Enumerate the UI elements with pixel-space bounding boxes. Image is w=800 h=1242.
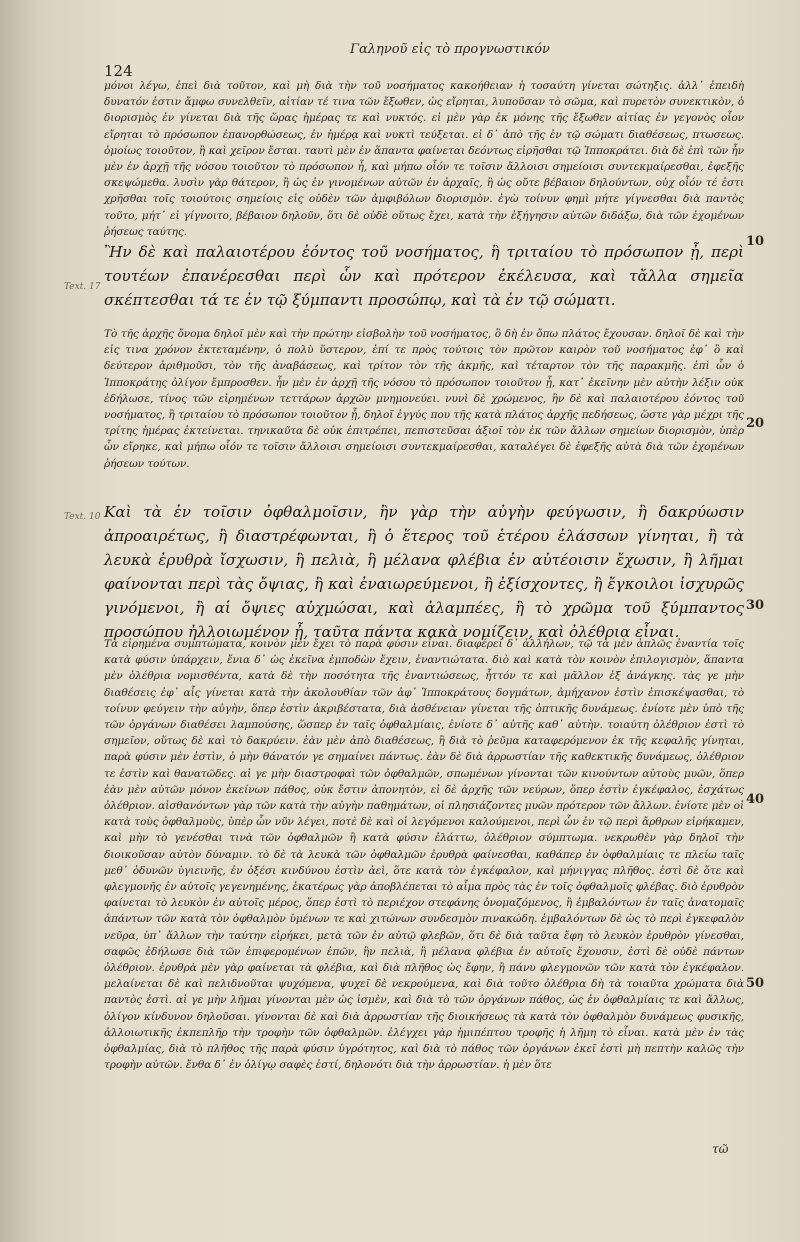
margin-note: Text. 10 <box>64 512 101 522</box>
lemma-text: Καὶ τὰ ἐν τοῖσιν ὀφθαλμοῖσιν, ἢν γὰρ τὴν αὐγὴν φεύγωσιν, ἢ δακρύωσιν ἀπροαιρέτως, ἢ διαστρέφωνται, ἢ ὁ ἕτερος τοῦ ἑτέρου ἐλάσσων γίνηται, ἢ τὰ λευκὰ ἐρυθρὰ ἴσχωσιν, ἢ πελιὰ, ἢ μέλανα φλέβια ἐν αὐτέοισιν ἔχωσιν, ἢ λῆμαι φαίνονται περὶ τὰς ὄψιας, ἢ καὶ ἐναιωρεύμενοι, ἢ ἐξίσχοντες, ἢ ἔγκοιλοι ἰσχυρῶς γινόμενοι, ἢ αἱ ὄψιες αὐχμώσαι, καὶ ἀλαμπέες, ἢ τὸ χρῶμα τοῦ ξύμπαντος προσώπου ἠλλοιωμένον ᾖ, ταῦτα πάντα κακὰ νομίζειν, καὶ ὀλέθρια εἶναι. <box>104 503 744 641</box>
commentary-block <box>104 636 744 1073</box>
folio-number: 124 <box>104 62 133 80</box>
running-title: Γαληνοῦ εἰς τὸ προγνωστικόν <box>350 42 550 57</box>
line-number: 30 <box>746 598 765 613</box>
line-number: 50 <box>746 976 765 991</box>
line-number: 10 <box>746 234 765 249</box>
lemma-block <box>104 500 744 644</box>
lemma-block <box>104 240 744 312</box>
commentary-block <box>104 78 744 240</box>
margin-note: Text. 17 <box>64 282 101 292</box>
catchword: τῶ <box>712 1142 729 1156</box>
commentary-block <box>104 326 744 472</box>
line-number: 20 <box>746 416 765 431</box>
commentary-text: μόνοι λέγω, ἐπεὶ διὰ τοῦτον, καὶ μὴ διὰ τὴν τοῦ νοσήματος κακοήθειαν ἡ τοσαύτη γίνεται σώτηξις. ἀλλ᾽ ἐπειδὴ δυνατόν ἐστιν ἄμφω συνελθεῖν, αἰτίαν τέ τινα τῶν ἔξωθεν, ὡς εἴρηται, λυποῦσαν τὸ σῶμα, καὶ πυρετὸν συνεκτικὸν, ὁ διορισμὸς ἐν γίνεται διὰ τῆς ὥρας ἡμέρας τε καὶ νυκτός. εἰ μὲν γὰρ ἐκ μόνης τῆς ἔξωθεν αἰτίας ἐν γεγονὸς οἷον εἴρηται τὸ πρόσωπον ἐπανορθώσεως, ἐν ἡμέρᾳ καὶ νυκτὶ τεύξεται. εἰ δ᾽ ἀπὸ τῆς ἐν τῷ σώματι διαθέσεως, πτωσεως. ὁμοίως τοιοῦτον, ἢ καὶ χεῖρον ἔσται. ταυτὶ μὲν ἐν ἅπαντα φαίνεται δεόντως εἰρῆσθαι τῷ Ἱπποκράτει. διὰ δὲ ἐπὶ τῶν ἦν μὲν ἐν ἀρχῇ τῆς νόσου τοιοῦτον τὸ πρόσωπον ἦ, καὶ μήπω οἷόν τε τοῖσιν ἄλλοισι σημείοισι συντεκμαίρεσθαι, ἐφεξῆς σκεψώμεθα. λυσὶν γὰρ θάτερον, ἢ ὡς ἐν γινομένων αὐτῶν ἐν ἀρχαῖς, ἢ ὡς οὔτε βέβαιον δηλούντων, οὐχ οἷόν τέ ἐστι χρῆσθαι τοῖς τοιούτοις σημείοις εἰς οὐδὲν τῶν ἀμφιβόλων διορισμὸν. ἐγὼ τοίνυν φημὶ μήτε γίγνεσθαι διὰ παντὸς τοῦτο, μήτ᾽ εἰ γίγνοιτο, βέβαιον δηλοῦν, ὅτι δὲ οὐδὲ οὕτως ἔχει, κατὰ τὴν ἐξήγησιν αὐτῶν διδάξω, διὰ τῶν ἐχομένων ῥήσεως ταύτης. <box>104 80 744 238</box>
line-number: 40 <box>746 792 765 807</box>
lemma-text: Ἢν δὲ καὶ παλαιοτέρου ἐόντος τοῦ νοσήματος, ἢ τριταίου τὸ πρόσωπον ᾖ, περὶ τουτέων ἐπανέρεσθαι περὶ ὧν καὶ πρότερον ἐκέλευσα, καὶ τἄλλα σημεῖα σκέπτεσθαι τά τε ἐν τῷ ξύμπαντι προσώπῳ, καὶ τὰ ἐν τῷ σώματι. <box>104 243 744 309</box>
commentary-text: Τὸ τῆς ἀρχῆς ὄνομα δηλοῖ μὲν καὶ τὴν πρώτην εἰσβολὴν τοῦ νοσήματος, ὃ δὴ ἐν ὄπω πλάτος ἔχουσαν. δηλοῖ δὲ καὶ τὴν εἰς τινα χρόνον ἐκτεταμένην, ὁ πολὺ ὕστερον, ἐπί τε πρὸς τούτοις τὸν πρῶτον καιρὸν τοῦ νοσήματος ἐφ᾽ ὃ καὶ δεύτερον ἀριθμοῦσι, τὸν τῆς ἀναβάσεως, καὶ τρίτον τὸν τῆς ἀκμῆς, καὶ τέταρτον τὸν τῆς παρακμῆς. ἐπὶ ὧν ὁ Ἱπποκράτης ὀλίγον ἔμπροσθεν. ἦν μὲν ἐν ἀρχῇ τῆς νόσου τὸ πρόσωπον τοιοῦτον ᾖ, κατ᾽ ἐκεῖνην μὲν αὐτὴν λέξιν οὐκ ἐδήλωσε, τίνος τῶν εἰρημένων τεττάρων ἀρχῶν μνημονεύει. νυνὶ δὲ χρώμενος, ἢν δὲ καὶ παλαιοτέρου ἐόντος τοῦ νοσήματος, ἢ τριταίου τὸ πρόσωπον τοιοῦτον ᾖ, δηλοῖ ἐγγύς που τῆς κατὰ πλάτος ἀρχῆς πεδήσεως, ὥστε γὰρ μέχρι τῆς τρίτης ἡμέρας ἐκτείνεται. τηνικαῦτα δὲ οὐκ ἐπιτρέπει, πεπιστεῦσαι ἀξιοῖ τὸν ἐκ τῶν ἄλλων σημείων διορισμὸν, ὑπὲρ ὧν εἴρηκε, καὶ μήπω οἷόν τε τοῖσιν ἄλλοισι σημείοισι συντεκμαίρεσθαι, καταλέγει δὲ ἐφεξῆς αὐτὰ διὰ τῶν ἐχομένων ῥήσεων τούτων. <box>104 328 744 470</box>
commentary-text: Τὰ εἰρημένα συμπτώματα, κοινὸν μὲν ἔχει τὸ παρὰ φύσιν εἶναι. διαφέρει δ᾽ ἀλλήλων, τῷ τὰ μὲν ἁπλῶς ἐναντία τοῖς κατὰ φύσιν ὑπάρχειν, ἔνια δ᾽ ὡς ἐκεῖνα ἐμποδὼν ἔχειν, ἐναντιώτατα. διὸ καὶ κατὰ τὸν κοινὸν ἐπιλογισμὸν, ἅπαντα μὲν ὀλέθρια νομισθέντα, κατὰ δὲ τὴν ποσότητα τῆς ἐναντιώσεως, ἧττόν τε καὶ μᾶλλον ἐξ ἀνάγκης. τὰς γε μὴν διαθέσεις ἐφ᾽ αἷς γίνεται κατὰ τὴν ἀκολουθίαν τῶν ἀφ᾽ Ἱπποκράτους δογμάτων, ἀμήχανον ἐστὶν ἐπισκέψασθαι, τὸ τοίνυν φεύγειν τὴν αὐγὴν, ὅπερ ἐστὶν ἀκριβέστατα, διὰ ἀσθένειαν γίνεται τῆς ὀπτικῆς δυνάμεως. ἐνίοτε μὲν ὑπὸ τῆς τῶν ὀργάνων διαθέσει λαμπούσης, ὥσπερ ἐν ταῖς ὀφθαλμίαις, ἐνίοτε δ᾽ αὐτῆς καθ᾽ αὑτὴν. τοιαύτη ὀλέθριον ἐστὶ τὸ σημεῖον, οὕτως δὲ καὶ τὸ δακρύειν. ἐὰν μὲν ἀπὸ διαθέσεως, ἢ διὰ τὸ ῥεῦμα καταφερόμενον ἐκ τῆς κεφαλῆς γίνηται, παρὰ φύσιν μὲν ἐστὶν, ὁ μὴν θάνατόν γε σημαίνει πάντως. ἐὰν δὲ διὰ ἀρρωστίαν τῆς καθεκτικῆς δυνάμεως, ὀλέθριον τε ἐστὶν καὶ θανατῶδες. αἱ γε μὴν διαστροφαὶ τῶν ὀφθαλμῶν, σπωμένων γίνονται τῶν κινούντων αὐτοὺς μυῶν, ὅπερ ἐὰν μὲν αὐτῶν μόνον ἐκείνων πάθος, οὐκ ἔστιν ἀπονητὸν, εἰ δὲ ἀρχῆς τῶν νεύρων, ὅπερ ἐστὶν ἐγκέφαλος, ἐσχάτως ὀλέθριον. αἰσθανόντων γὰρ τῶν κατὰ τὴν αὐγὴν παθημάτων, οἱ πλησιάζοντες μυῶν πρότερον τῶν ἄλλων. ἐνίοτε μὲν οἱ κατὰ τοὺς ὀφθαλμοὺς, ὑπὲρ ὧν νῦν λέγει, ποτὲ δὲ καὶ οἱ λεγόμενοι καλούμενοι, περὶ ὧν ἐν τῷ περὶ ἄρθρων εἰρήκαμεν, καὶ μὴν τὸ γενέσθαι τινὰ τῶν ὀφθαλμῶν ἢ κατὰ φύσιν ἐλάττω, ὀλέθριον σύμπτωμα. νεκρωθὲν γὰρ δηλοῖ τὴν διοικοῦσαν αὐτὸν δύναμιν. τὸ δὲ τὰ λευκὰ τῶν ὀφθαλμῶν ἐρυθρὰ φαίνεσθαι, καθάπερ ἐν ὀφθαλμίαις τε πλείω ταῖς μεθ᾽ ὀδυνῶν ὑγιεινῆς, ἐν ὀξέσι κινδύνου ἐστὶν ἀεὶ, ὅτε κατὰ τὸν ἐγκέφαλον, καὶ μήνιγγας πλῆθος. ἐστὶ δὲ ὅτε καὶ φλεγμονῆς ἐν αὐτοῖς γεγενημένης, ἑκατέρως γὰρ ἀποβλέπεται τὸ αἷμα πρὸς τὰς ἐν τοῖς ὀφθαλμοῖς φλέβας. διὸ ἐρυθρὸν φαίνεται τὸ λευκὸν ἐν αὐτοῖς μέρος, ὅπερ ἐστὶ τὸ περιέχον στεφάνης ὀνομαζόμενος, ἢ ἐμβαλόντων ἐν ταῖς ἀνατομαῖς ἁπάντων τῶν κατὰ τὸν ὀφθαλμὸν ὑμένων τε καὶ χιτώνων συνδεσμὸν πινακώδη. ἐμβαλόντων δὲ ὡς τὸ περὶ ἐγκεφαλὸν νεῦρα, ὑπ᾽ ἄλλων τὴν ταύτην εἰρήκει, μετὰ τῶν ἐν αὐτῷ φλεβῶν, ὅτι δὲ διὰ ταῦτα ἔφη τὸ λευκὸν ἐρυθρὸν γίνεσθαι, σαφῶς ἐδήλωσε διὰ τῶν ἐπιφερομένων ἐπῶν, ἢν πελιὰ, ἢ μέλανα φλέβια ἐν αὐτοῖς ἔχουσιν, ἐστὶ δὲ οὐδὲ πάντων ὀλέθριον. ἐρυθρὰ μὲν γὰρ φαίνεται τὰ φλέβια, καὶ διὰ πλῆθος ὡς ἔφην, ἢ πάνυ φλεγμονῶν τῶν κατὰ τὸν ἐγκέφαλον. μελαίνεται δὲ καὶ πελιδνοῦται ψυχόμενα, ψυχεῖ δὲ νεκρούμενα, καὶ διὰ τοῦτο ὀλέθρια δὴ τὰ τοιαῦτα χρώματα διὰ παντὸς ἐστὶ. αἱ γε μὴν λῆμαι γίνονται μὲν ὡς ἰσμὲν, καὶ διὰ τὸ τῶν ὀργάνων πάθος, ὡς ἐν ὀφθαλμίαις τε καὶ ἄλλως, ὀλίγον κίνδυνον δηλοῦσαι. γίνονται δὲ καὶ διὰ ἀρρωστίαν τῆς διοικήσεως τὰ κατὰ τὸν ὀφθαλμὸν δυνάμεως φυσικῆς, ἀλλοιωτικῆς ἐκπεπλῆρ τὴν τροφὴν τῶν ὀφθαλμῶν. ἐλέγχει γὰρ ἡμιπέπτου τροφῆς ἡ λῆμη τὸ εἶναι. κατὰ μὲν ἐν τὰς ὀφθαλμίας, διὰ τὸ πλῆθος τῆς παρὰ φύσιν ὑγρότητος, καὶ διὰ τὸ πάθος τῶν ὀργάνων ἐκεῖ ἐστὶ μὴ πεπτὴν καλῶς τὴν τροφὴν αὐτῶν. ἔνθα δ᾽ ἐν ὀλίγῳ σαφὲς ἐστί, δηλονότι διὰ τὴν ἀρρωστίαν. ἡ μὲν ὅτε <box>104 638 744 1072</box>
